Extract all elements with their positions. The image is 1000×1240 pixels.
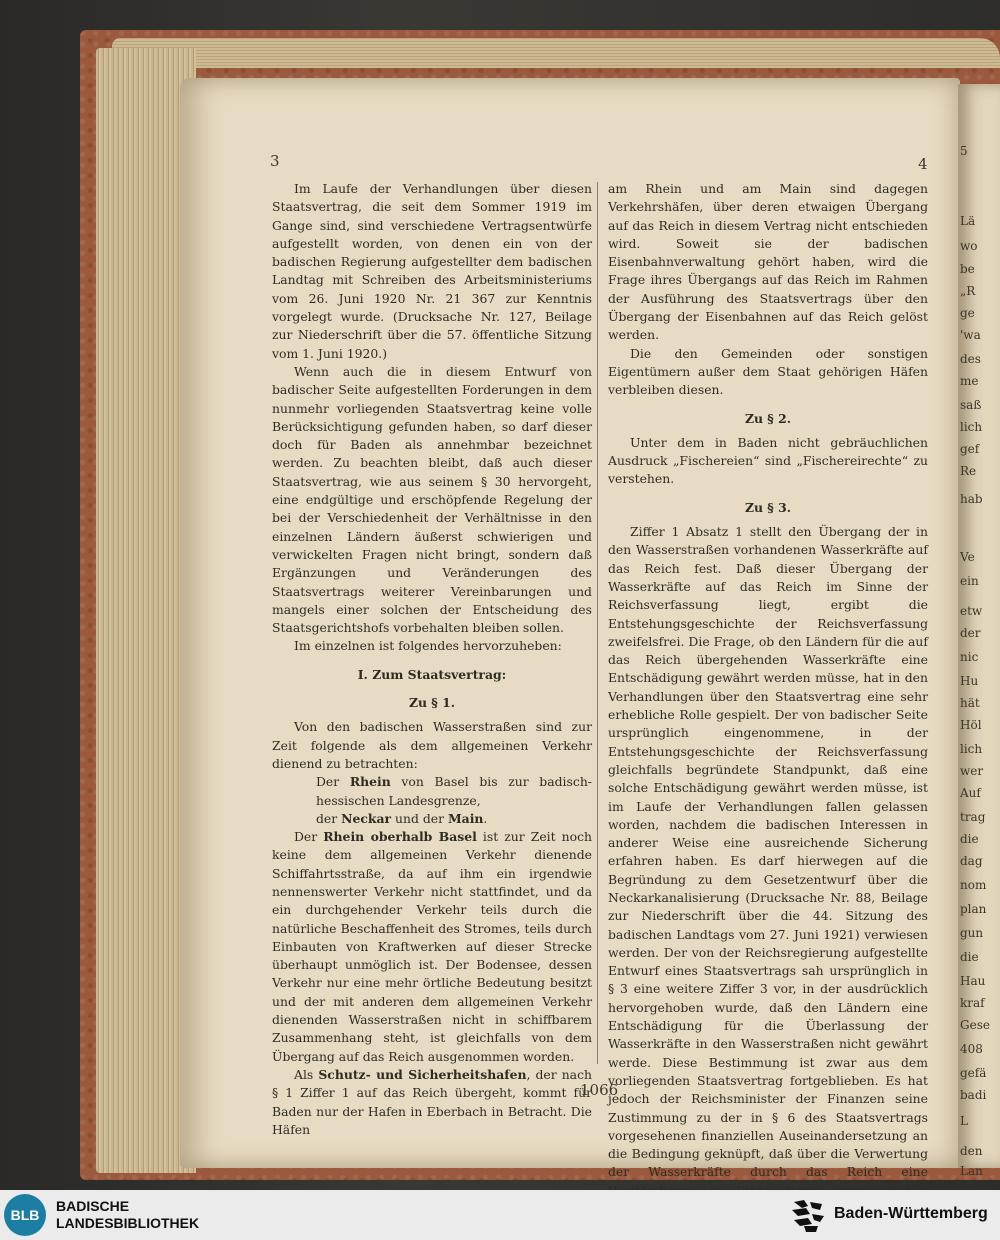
next-page-fragment: Auf <box>960 786 981 800</box>
next-page-fragment: kraf <box>960 996 985 1010</box>
left-paragraph: Der Rhein von Basel bis zur badisch-hessischen Landesgrenze, <box>316 774 592 808</box>
next-page-fragment: me <box>960 374 979 388</box>
next-page-fragment: Re <box>960 464 977 478</box>
next-page-fragment: gefä <box>960 1066 987 1080</box>
next-page-fragment: plan <box>960 902 987 916</box>
right-paragraph: Ziffer 1 Absatz 1 stellt den Übergang der in den Wasserstraßen vorhandenen Wasserkräfte auf das Reich fest. Daß dieser Übergang der Wasserkräfte auf das Reich im Sinne der Reichsverfassung liegt, ergibt die Entstehungsgeschichte der Reichsverfassung zweifelsfrei. Die Frage, ob den Ländern für die auf das Reich übergehenden Wasserkräfte eine Entschädigung gewährt werden müsse, hat in den Verhandlungen über den Staatsvertrag eine sehr erhebliche Rolle gespielt. Der von badischer Seite ursprünglich eingenommene, in der Entstehungsgeschichte der Reichsverfassung gleichfalls begründete Standpunkt, daß eine solche Entschädigung gewährt werden müsse, ist im Laufe der Verhandlungen fallen gelassen worden, nachdem die badischen Interessen in anderer Weise eine ausreichende Sicherung erfahren haben. Es darf hierwegen auf die Begründung zu dem Gesetzentwurf über die Neckarkanalisierung (Drucksache Nr. 88, Beilage zur Niederschrift über die 44. Sitzung des badischen Landtags vom 27. Juni 1921) verwiesen werden. Der von der Reichsregierung aufgestellte Entwurf eines Staatsvertrags sah ursprünglich in § 3 eine weitere Ziffer 3 vor, in der ausdrücklich hervorgehoben wurde, daß den Ländern eine Entschädigung für die Überlassung der Wasserkräfte in den Wasserstraßen nicht gewährt werde. Diese Bestimmung ist zwar aus dem vorliegenden Staatsvertrag fortgeblieben. Es hat jedoch der Reichsminister der Finanzen seine Zustimmung zu der in § 6 des Staatsvertrags vorgesehenen finanziellen Auseinandersetzung an die Bedingung geknüpft, daß über die Verwertung der Wasserkräfte durch das Reich eine <box>608 524 928 1180</box>
library-name-line2: LANDESBIBLIOTHEK <box>56 1215 200 1231</box>
next-page-fragment: ge <box>960 306 975 320</box>
next-page-fragment: badi <box>960 1088 987 1102</box>
next-page-fragment: gef <box>960 442 980 456</box>
left-paragraph: Im Laufe der Verhandlungen über diesen Staatsvertrag, die seit dem Sommer 1919 im Gange sind, sind verschiedene Vertragsentwürfe aufgestellt worden, von denen ein von der badischen Regierung aufgestellter dem badischen Landtag mit Schreiben des Arbeitsministeriums vom 26. Juni 1920 Nr. 21 367 zur Kenntnis vorgelegt wurde. (Drucksache Nr. 127, Beilage zur Niederschrift über die 57. öffentliche Sitzung vom 1. Juni 1920.) <box>272 181 592 361</box>
left-paragraph: Von den badischen Wasserstraßen sind zur Zeit folgende als dem allgemeinen Verkehr dienend zu betrachten: <box>272 719 592 771</box>
baden-wuerttemberg-lions-icon[interactable] <box>790 1196 826 1234</box>
page-stack-top <box>112 38 1000 68</box>
page-number-right: 4 <box>918 155 928 173</box>
next-page-fragment: 408 <box>960 1042 983 1056</box>
next-page-fragment: etw <box>960 604 983 618</box>
next-page-fragment: Höl <box>960 718 982 732</box>
next-page-edge <box>958 84 1000 1178</box>
next-page-fragment: wer <box>960 764 984 778</box>
blb-logo[interactable]: BLB <box>4 1194 46 1236</box>
right-paragraph: Unter dem in Baden nicht gebräuchlichen Ausdruck „Fischereien“ sind „Fischereirechte“ zu verstehen. <box>608 434 928 487</box>
next-page-fragment: lich <box>960 742 983 756</box>
next-page-fragment: L <box>960 1114 968 1128</box>
left-paragraph: der Neckar und der Main. <box>316 810 488 826</box>
next-page-fragment: des <box>960 352 981 366</box>
right-text-column <box>608 180 928 1218</box>
next-page-fragment: den <box>960 1144 983 1158</box>
left-text-column <box>272 180 592 1139</box>
library-name-line1: BADISCHE <box>56 1198 130 1214</box>
next-page-fragment: gun <box>960 926 984 940</box>
next-page-fragment: Lä <box>960 214 976 228</box>
next-page-fragment: 5 <box>960 144 968 158</box>
next-page-fragment: saß <box>960 398 982 412</box>
library-name[interactable] <box>56 1198 199 1232</box>
next-page-fragment: hab <box>960 492 983 506</box>
next-page-fragment: wo <box>960 239 978 253</box>
next-page-fragment: „R <box>960 284 976 298</box>
column-rule <box>597 182 598 1064</box>
right-heading: Zu § 3. <box>744 499 792 515</box>
next-page-fragment: nom <box>960 878 987 892</box>
next-page-fragment: Gese <box>960 1018 990 1032</box>
right-paragraph: Die den Gemeinden oder sonstigen Eigentümern außer dem Staat gehörigen Häfen verbleiben diesen. <box>608 345 928 398</box>
right-heading: Zu § 2. <box>744 410 792 426</box>
next-page-fragment: dag <box>960 854 983 868</box>
next-page-fragment: Hau <box>960 974 986 988</box>
next-page-fragment: trag <box>960 810 986 824</box>
folio-number: 1066 <box>580 1081 619 1099</box>
left-paragraph: Wenn auch die in diesem Entwurf von badischer Seite aufgestellten Forderungen in dem nunmehr vorliegenden Staatsvertrag keine volle Berücksichtigung gefunden haben, so darf dieser doch für Baden als annehmbar bezeichnet werden. Zu beachten bleibt, daß auch dieser Staatsvertrag, wie aus seinem § 30 hervorgeht, eine endgültige und erschöpfende Regelung der bei der Verschiedenheit der Verhältnisse in den einzelnen Ländern äußerst schwierigen und verwickelten Fragen nicht bringt, sondern daß Ergänzungen und Veränderungen des Staatsvertrags weiterer Vereinbarungen und mangels einer solchen der Entscheidung des Staatsgerichtshofs vorbehalten bleiben sollen. <box>272 363 592 636</box>
next-page-fragment: die <box>960 832 979 846</box>
next-page-fragment: Ve <box>960 550 975 564</box>
next-page-fragment: lich <box>960 420 983 434</box>
next-page-fragment: Hu <box>960 674 979 688</box>
next-page-fragment: Lan <box>960 1164 983 1178</box>
right-paragraph: am Rhein und am Main sind dagegen Verkehrshäfen, über deren etwaigen Übergang auf das Reich in diesem Vertrag nicht entschieden wird. Soweit sie der badischen Eisenbahnverwaltung gehört haben, wird die Frage ihres Übergangs auf das Reich im Rahmen der Ausführung des Staatsvertrags über den Übergang der Eisenbahnen auf das Reich gelöst werden. <box>608 181 928 343</box>
left-paragraph: Im einzelnen ist folgendes hervorzuheben: <box>294 638 562 654</box>
next-page-fragment: die <box>960 950 979 964</box>
next-page-fragment: ein <box>960 574 979 588</box>
left-paragraph: Der Rhein oberhalb Basel ist zur Zeit noch keine dem allgemeinen Verkehr dienende Schiffahrtsstraße, da auf ihm ein irgendwie nennenswerter Verkehr nicht stattfindet, und da ein durchgehender Verkehr teils durch die natürliche Beschaffenheit des Stromes, teils durch Einbauten von Kraftwerken auf dieser Strecke überhaupt unmöglich ist. Der Bodensee, dessen Verkehr nur eine mehr örtliche Bedeutung besitzt und der mit anderen dem allgemeinen Verkehr dienenden Wasserstraßen nicht in schiffbarem Zusammenhang steht, ist gleichfalls von dem Übergang auf das Reich ausgenommen worden. <box>272 829 592 1064</box>
left-heading: Zu § 1. <box>408 695 456 711</box>
next-page-fragment: be <box>960 262 975 276</box>
left-heading: I. Zum Staatsvertrag: <box>357 666 507 682</box>
state-name[interactable]: Baden-Württemberg <box>834 1205 988 1222</box>
next-page-fragment: 'wa <box>960 328 981 342</box>
page-number-left: 3 <box>270 152 280 170</box>
next-page-fragment: hät <box>960 696 980 710</box>
left-paragraph: Als Schutz- und Sicherheitshafen, der nach § 1 Ziffer 1 auf das Reich übergeht, kommt für Baden nur der Hafen in Eberbach in Betracht. Die Häfen <box>272 1066 592 1137</box>
next-page-fragment: nic <box>960 650 979 664</box>
next-page-fragment: der <box>960 626 981 640</box>
